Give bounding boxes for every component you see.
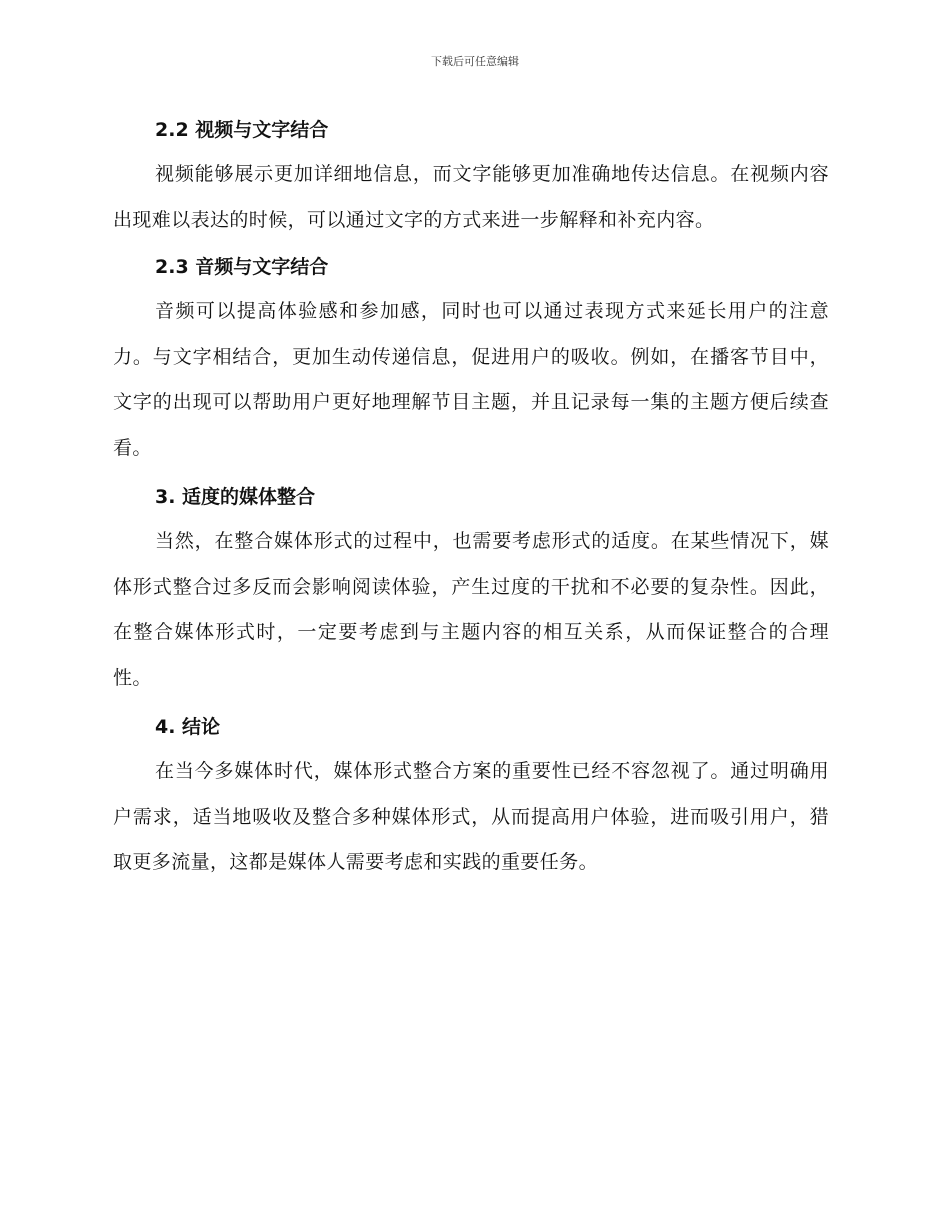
section-paragraph: 视频能够展示更加详细地信息，而文字能够更加准确地传达信息。在视频内容出现难以表达的时候，可以通过文字的方式来进一步解释和补充内容。	[113, 163, 829, 231]
section-heading: 4. 结论	[155, 716, 221, 738]
section-video-text	[113, 108, 829, 243]
section-heading: 2.3 音频与文字结合	[155, 256, 329, 278]
section-paragraph: 音频可以提高体验感和参加感，同时也可以通过表现方式来延长用户的注意力。与文字相结合，更加生动传递信息，促进用户的吸收。例如，在播客节目中，文字的出现可以帮助用户更好地理解节目主题，并且记录每一集的主题方便后续查看。	[113, 300, 829, 459]
section-heading: 3. 适度的媒体整合	[155, 486, 316, 508]
section-heading: 2.2 视频与文字结合	[155, 119, 329, 141]
document-body	[113, 108, 829, 890]
section-paragraph: 在当今多媒体时代，媒体形式整合方案的重要性已经不容忽视了。通过明确用户需求，适当地吸收及整合多种媒体形式，从而提高用户体验，进而吸引用户，猎取更多流量，这都是媒体人需要考虑和实践的重要任务。	[113, 760, 829, 873]
page-header: 下载后可任意编辑	[431, 55, 519, 68]
section-paragraph: 当然，在整合媒体形式的过程中，也需要考虑形式的适度。在某些情况下，媒体形式整合过多反而会影响阅读体验，产生过度的干扰和不必要的复杂性。因此，在整合媒体形式时，一定要考虑到与主题内容的相互关系，从而保证整合的合理性。	[113, 530, 829, 689]
section-moderate-integration	[113, 475, 829, 701]
section-conclusion	[113, 705, 829, 886]
section-audio-text	[113, 245, 829, 471]
